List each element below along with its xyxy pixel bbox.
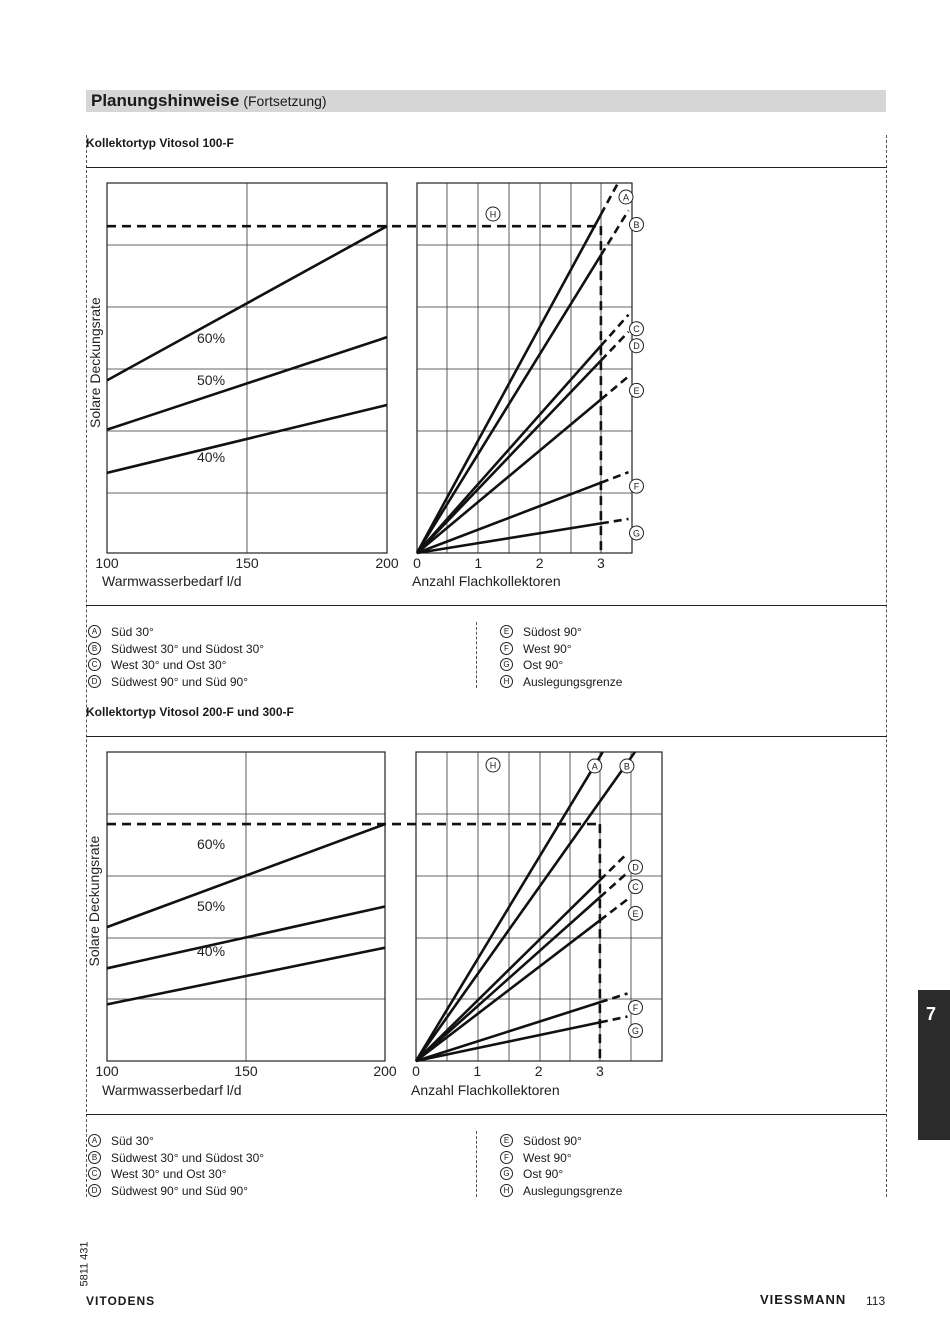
section-2-title: Kollektortyp Vitosol 200-F und 300-F <box>86 705 294 719</box>
curve-badge-label: E <box>633 385 640 396</box>
curve-B <box>416 752 635 1061</box>
legend-item-G <box>500 1166 563 1182</box>
curve-badge-label: D <box>633 341 640 352</box>
page-title-bar <box>86 90 886 112</box>
legend-text: Südwest 90° und Süd 90° <box>111 1183 249 1198</box>
section-2-rule-top <box>86 736 887 737</box>
legend-key-badge: A <box>88 1134 101 1147</box>
legend-text: Südwest 30° und Südost 30° <box>111 1150 265 1165</box>
brand-logo: VIESSMANN <box>760 1292 847 1307</box>
section-1-rule-top <box>86 167 887 168</box>
curve-C <box>416 897 600 1061</box>
x-axis-label-left: Warmwasserbedarf l/d <box>102 573 242 589</box>
series-label: 40% <box>197 449 226 465</box>
legend-separator <box>476 1131 477 1197</box>
legend-key-badge: G <box>500 1167 513 1180</box>
curve-badge-label: B <box>633 219 640 230</box>
curve-badge-label: C <box>633 324 640 335</box>
legend-key-badge: D <box>88 675 101 688</box>
curve-G-dashed <box>601 519 629 523</box>
legend-item-E <box>500 1133 582 1149</box>
curve-E <box>416 920 600 1061</box>
chart-vitosol-200f-300f <box>0 740 950 1120</box>
legend-key-badge: D <box>88 1184 101 1197</box>
product-logo: VITODENS <box>86 1294 156 1308</box>
legend-text: Südost 90° <box>523 1133 582 1148</box>
legend-item-C <box>88 657 226 673</box>
x-tick-label: 3 <box>597 555 605 571</box>
legend-item-B <box>88 641 264 657</box>
x-axis-label-right: Anzahl Flachkollektoren <box>412 573 561 589</box>
x-axis-label-right: Anzahl Flachkollektoren <box>411 1082 560 1098</box>
legend-item-D <box>88 674 248 690</box>
legend-text: West 30° und Ost 30° <box>111 1166 227 1181</box>
curve-badge-label: B <box>623 761 630 772</box>
design-limit-badge-label: H <box>489 760 497 771</box>
legend-key-badge: H <box>500 1184 513 1197</box>
legend-item-G <box>500 657 563 673</box>
x-tick-label: 100 <box>95 1063 119 1079</box>
legend-key-badge: C <box>88 658 101 671</box>
legend-item-F <box>500 641 572 657</box>
curve-badge-label: F <box>632 1002 639 1013</box>
legend-text: Auslegungsgrenze <box>523 1183 623 1198</box>
legend-item-D <box>88 1183 248 1199</box>
x-tick-label: 3 <box>596 1063 604 1079</box>
x-tick-label: 200 <box>373 1063 397 1079</box>
x-tick-label: 200 <box>375 555 399 571</box>
legend-item-B <box>88 1150 264 1166</box>
legend-text: Südwest 30° und Südost 30° <box>111 641 265 656</box>
curve-badge-label: F <box>633 481 640 492</box>
legend-key-badge: F <box>500 642 513 655</box>
legend-text: Auslegungsgrenze <box>523 674 623 689</box>
curve-badge-label: G <box>632 528 640 539</box>
section-1-title: Kollektortyp Vitosol 100-F <box>86 136 234 150</box>
curve-E-dashed <box>600 899 628 920</box>
legend-text: Süd 30° <box>111 624 154 639</box>
x-tick-label: 150 <box>235 555 259 571</box>
curve-E-dashed <box>601 376 629 399</box>
curve-G-dashed <box>600 1017 628 1023</box>
page-title: Planungshinweise (Fortsetzung) <box>91 91 327 110</box>
page-title-suffix: (Fortsetzung) <box>243 93 327 109</box>
legend-text: West 30° und Ost 30° <box>111 657 227 672</box>
curve-badge-label: E <box>632 908 639 919</box>
curve-F-dashed <box>601 472 629 483</box>
legend-item-H <box>500 1183 622 1199</box>
curve-badge-label: C <box>632 882 639 893</box>
chapter-tab: 7 <box>918 990 950 1140</box>
legend-item-E <box>500 624 582 640</box>
curve-B-dashed <box>601 210 629 255</box>
curve-F-dashed <box>600 993 628 1002</box>
curve-F <box>416 1002 600 1061</box>
legend-key-badge: E <box>500 625 513 638</box>
curve-D-dashed <box>601 332 629 361</box>
legend-key-badge: B <box>88 1151 101 1164</box>
legend-text: West 90° <box>523 641 572 656</box>
right-panel-frame <box>416 752 662 1061</box>
legend-text: Südwest 90° und Süd 90° <box>111 674 249 689</box>
series-label: 60% <box>197 836 226 852</box>
page-number: 113 <box>866 1294 886 1308</box>
x-tick-label: 2 <box>535 555 544 571</box>
curve-badge-label: D <box>632 862 639 873</box>
x-tick-label: 0 <box>413 555 421 571</box>
chart-vitosol-100f <box>0 170 950 610</box>
legend-text: Südost 90° <box>523 624 582 639</box>
legend-key-badge: A <box>88 625 101 638</box>
legend-item-F <box>500 1150 572 1166</box>
legend-text: Süd 30° <box>111 1133 154 1148</box>
series-label: 50% <box>197 898 226 914</box>
legend-text: West 90° <box>523 1150 572 1165</box>
legend-key-badge: E <box>500 1134 513 1147</box>
section-1-rule-bottom <box>86 605 887 606</box>
curve-G <box>416 1022 600 1061</box>
series-label: 40% <box>197 943 226 959</box>
legend-key-badge: H <box>500 675 513 688</box>
legend-item-A <box>88 1133 154 1149</box>
x-axis-label-left: Warmwasserbedarf l/d <box>102 1082 242 1098</box>
legend-key-badge: B <box>88 642 101 655</box>
x-tick-label: 2 <box>534 1063 543 1079</box>
section-2-rule-bottom <box>86 1114 887 1115</box>
legend-item-H <box>500 674 622 690</box>
legend-item-A <box>88 624 154 640</box>
x-tick-label: 150 <box>234 1063 258 1079</box>
x-tick-label: 1 <box>473 1063 482 1079</box>
series-label: 60% <box>197 330 226 346</box>
x-tick-label: 100 <box>95 555 119 571</box>
legend-text: Ost 90° <box>523 1166 564 1181</box>
y-axis-label: Solare Deckungsrate <box>87 297 103 428</box>
x-tick-label: 1 <box>474 555 483 571</box>
legend-separator <box>476 622 477 688</box>
legend-item-C <box>88 1166 226 1182</box>
y-axis-label: Solare Deckungsrate <box>86 835 102 967</box>
legend-key-badge: F <box>500 1151 513 1164</box>
curve-badge-label: A <box>622 192 629 203</box>
legend-key-badge: G <box>500 658 513 671</box>
document-number: 5811 431 <box>78 1241 91 1287</box>
design-limit-badge-label: H <box>489 209 497 220</box>
curve-A-dashed <box>601 183 618 214</box>
curve-C-dashed <box>601 315 629 346</box>
legend-text: Ost 90° <box>523 657 564 672</box>
x-tick-label: 0 <box>412 1063 420 1079</box>
legend-key-badge: C <box>88 1167 101 1180</box>
series-label: 50% <box>197 372 226 388</box>
curve-badge-label: G <box>631 1026 639 1037</box>
curve-badge-label: A <box>591 761 598 772</box>
